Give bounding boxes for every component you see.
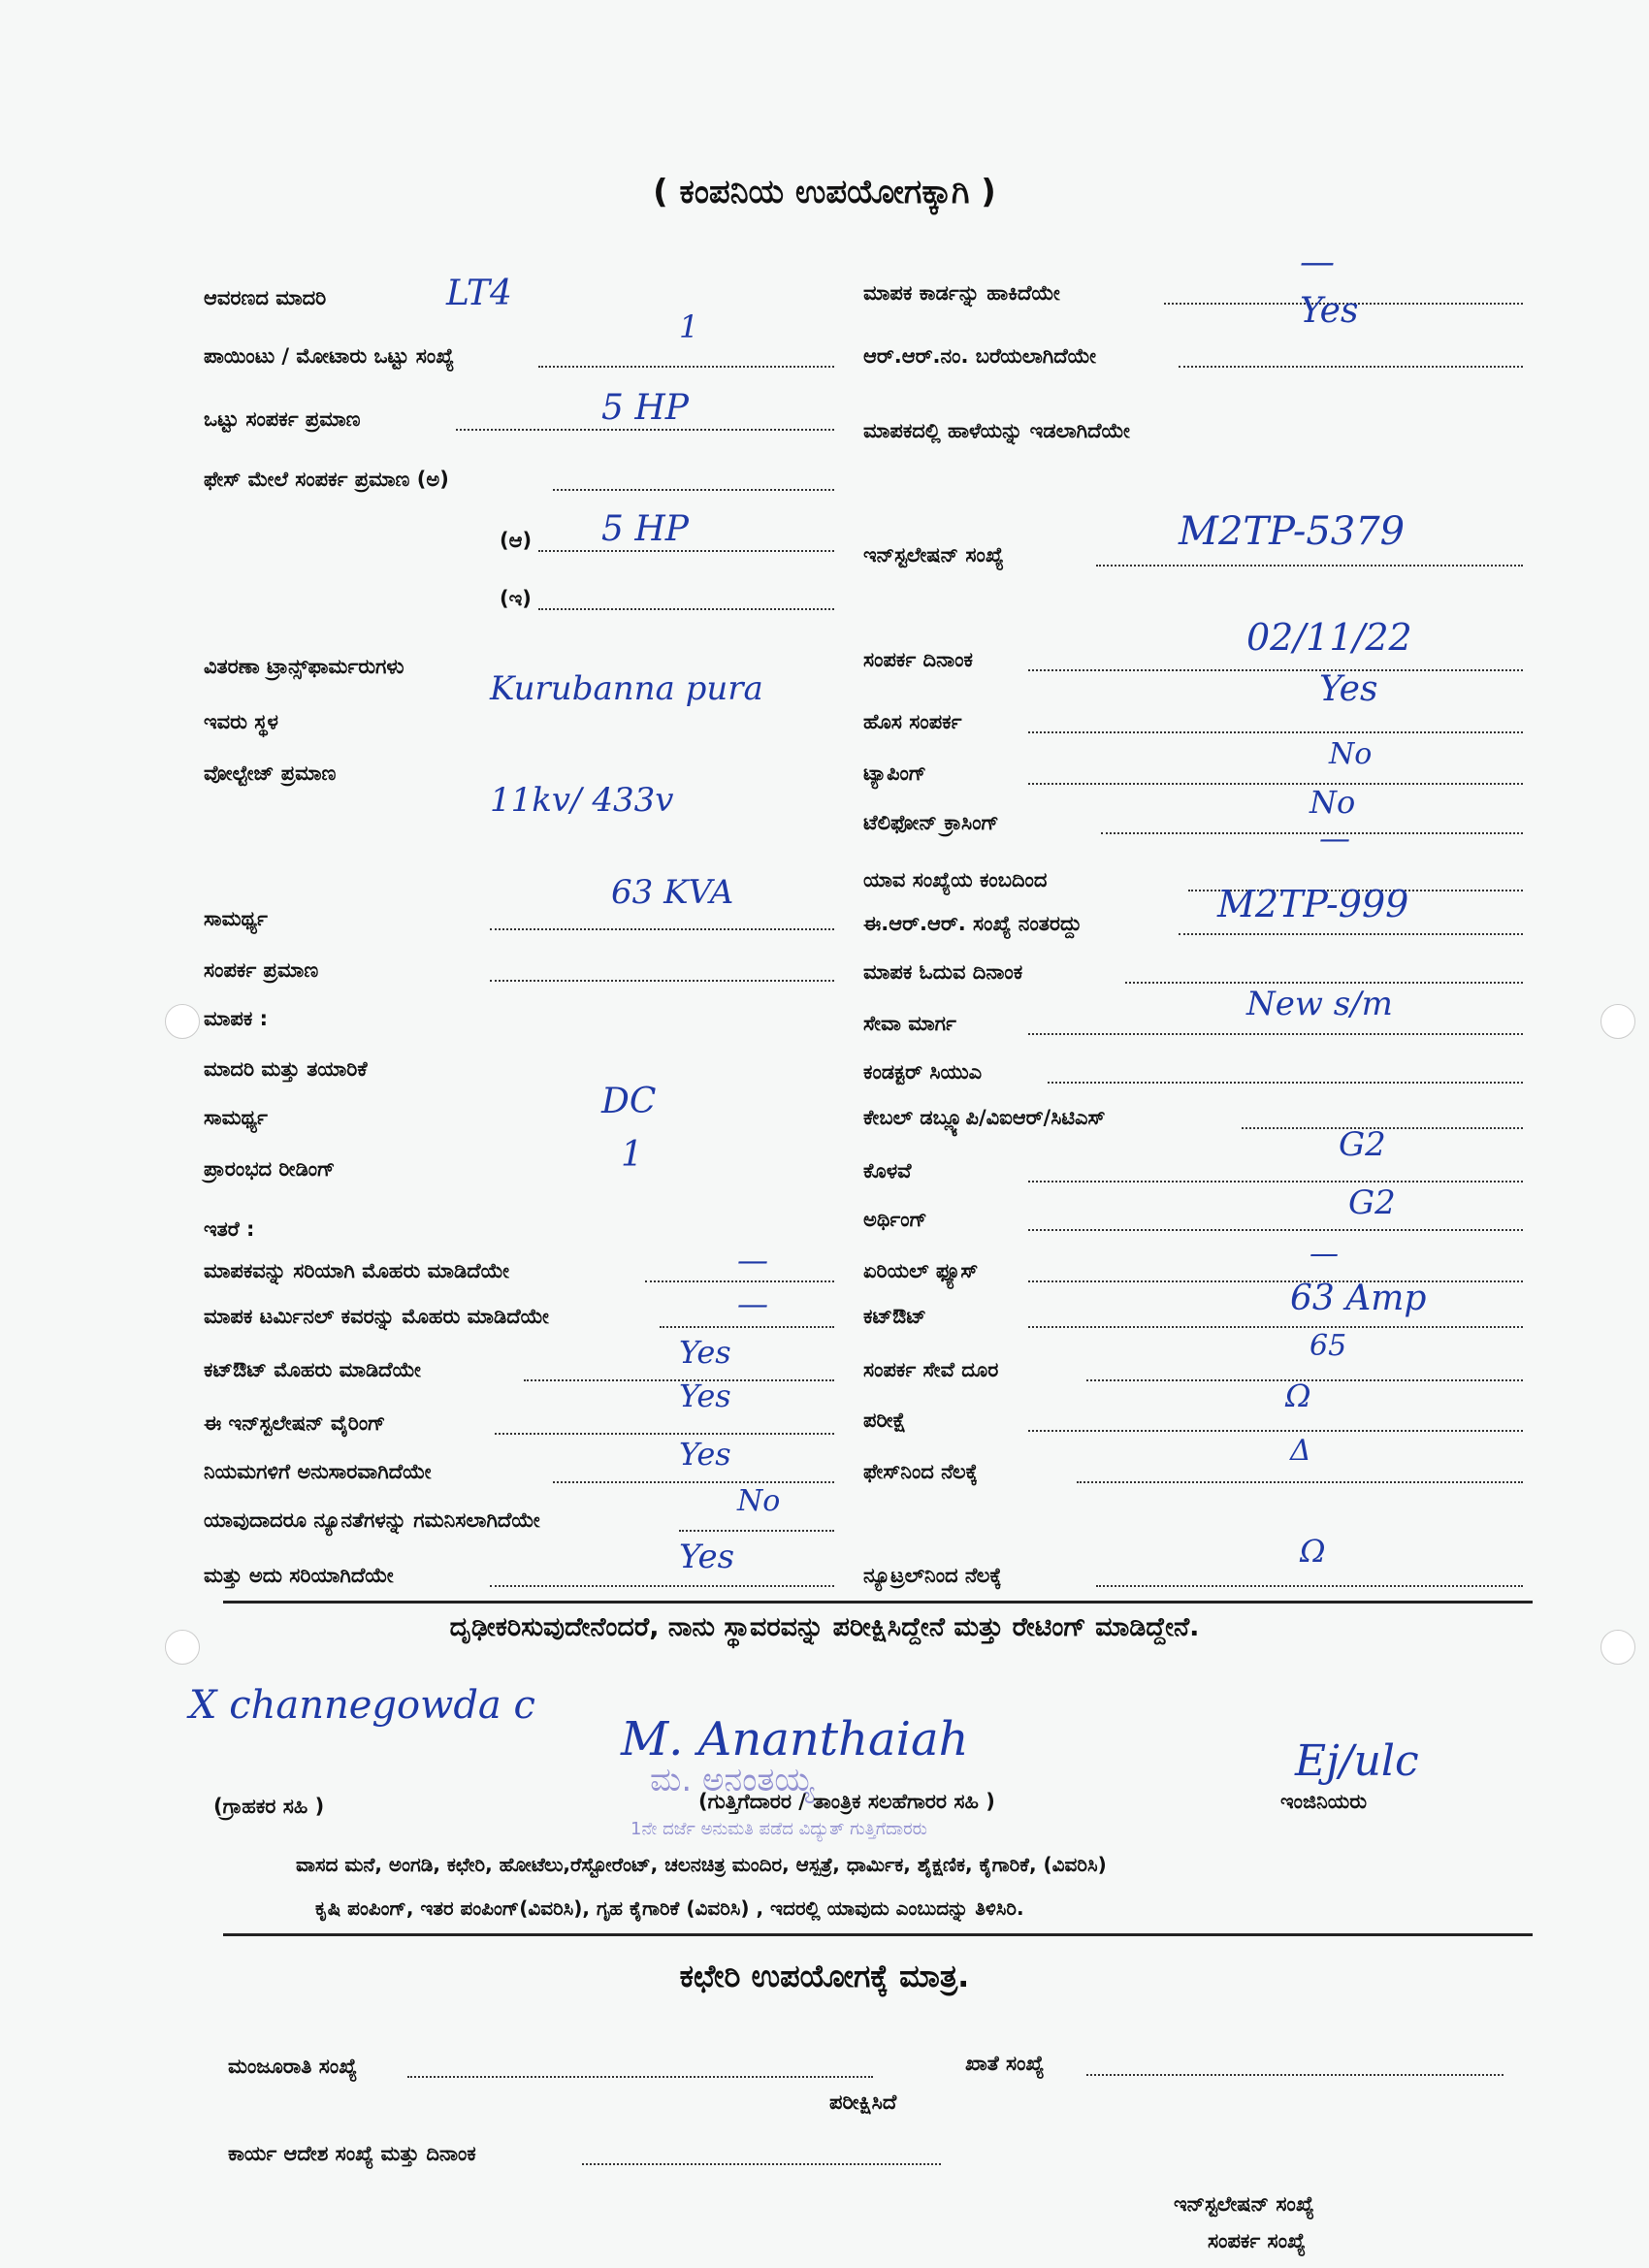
- account-no-field[interactable]: [1086, 2074, 1504, 2076]
- field-line[interactable]: [1096, 565, 1523, 567]
- field-label: ವಿತರಣಾ ಟ್ರಾನ್ಸ್‌ಫಾರ್ಮರುಗಳು: [204, 655, 404, 678]
- field-label: ಟೆಲಿಫೋನ್ ಕ್ರಾಸಿಂಗ್: [863, 811, 999, 834]
- field-label: ಪಾಯಿಂಟು / ಮೋಟಾರು ಒಟ್ಟು ಸಂಖ್ಯೆ: [204, 344, 455, 368]
- field-value: Ω: [1300, 1533, 1326, 1570]
- consumer-signature-label: (ಗ್ರಾಹಕರ ಸಹಿ ): [213, 1795, 325, 1818]
- field-label: ಮಾಪಕ ಕಾರ್ಡನ್ನು ಹಾಕಿದೆಯೇ: [863, 281, 1060, 305]
- field-line[interactable]: [1028, 1181, 1523, 1183]
- field-value: 11kv/ 433v: [490, 781, 674, 820]
- field-value: 63 KVA: [611, 873, 734, 912]
- field-value: Ω: [1285, 1377, 1311, 1414]
- contractor-signature-label: (ಗುತ್ತಿಗೆದಾರರ / ತಾಂತ್ರಿಕ ಸಲಹೆಗಾರರ ಸಹಿ ): [698, 1790, 995, 1813]
- field-line[interactable]: [553, 489, 834, 491]
- work-order-label: ಕಾರ್ಯ ಆದೇಶ ಸಂಖ್ಯೆ ಮತ್ತು ದಿನಾಂಕ: [228, 2142, 476, 2165]
- field-label: ಕಂಡಕ್ಟರ್ ಸಿಯುಎ: [863, 1060, 983, 1084]
- field-label: ಮತ್ತು ಅದು ಸರಿಯಾಗಿದೆಯೇ: [204, 1564, 394, 1587]
- field-label: ಇನ್‌ಸ್ಟಲೇಷನ್ ಸಂಖ್ಯೆ: [863, 543, 1004, 567]
- installation-no-label: ಇನ್‌ಸ್ಟಲೇಷನ್ ಸಂಖ್ಯೆ: [1174, 2192, 1314, 2216]
- field-value: Kurubanna pura: [490, 669, 763, 708]
- field-label: ಅರ್ಥಿಂಗ್: [863, 1208, 927, 1231]
- field-label: ಸಂಪರ್ಕ ದಿನಾಂಕ: [863, 648, 973, 671]
- field-line[interactable]: [1179, 933, 1523, 935]
- field-value: LT4: [446, 274, 512, 313]
- field-line[interactable]: [495, 1433, 834, 1435]
- work-order-field[interactable]: [582, 2163, 941, 2165]
- field-value: No: [1329, 737, 1373, 771]
- account-no-label: ಖಾತೆ ಸಂಖ್ಯೆ: [965, 2052, 1045, 2075]
- punch-hole: [1600, 1004, 1635, 1039]
- category-note-1: ವಾಸದ ಮನೆ, ಅಂಗಡಿ, ಕಛೇರಿ, ಹೋಟೆಲು,ರೆಸ್ಟೋರೆಂಟ್, ಚಲನಚಿತ್ರ ಮಂದಿರ, ಆಸ್ಪತ್ರೆ, ಧಾರ್ಮಿಕ, ಶೈಕ್ಷಣಿಕ, ಕೈಗಾರಿಕೆ, (ವಿವರಿಸಿ): [296, 1853, 1107, 1876]
- field-value: Yes: [1319, 669, 1378, 709]
- field-line[interactable]: [1028, 731, 1523, 733]
- contractor-stamp-title: 1ನೇ ದರ್ಜೆ ಅನುಮತಿ ಪಡೆದ ವಿದ್ಯುತ್ ಗುತ್ತಿಗೆದಾರರು: [630, 1819, 927, 1839]
- field-line[interactable]: [1028, 1430, 1523, 1432]
- field-value: Yes: [1300, 291, 1359, 331]
- field-value: 1: [679, 308, 699, 345]
- field-line[interactable]: [456, 429, 834, 431]
- field-line[interactable]: [490, 1585, 834, 1587]
- field-label: ಮಾಪಕವನ್ನು ಸರಿಯಾಗಿ ಮೊಹರು ಮಾಡಿದೆಯೇ: [204, 1259, 509, 1282]
- field-value: —: [737, 1285, 768, 1322]
- field-value: DC: [601, 1082, 657, 1121]
- field-label: ಒಟ್ಟು ಸಂಪರ್ಕ ಪ್ರಮಾಣ: [204, 407, 361, 431]
- field-line[interactable]: [1077, 1481, 1523, 1483]
- field-label: ಸೇವಾ ಮಾರ್ಗ: [863, 1012, 956, 1035]
- field-label: ಕಟ್‌ಔಟ್ ಮೊಹರು ಮಾಡಿದೆಯೇ: [204, 1358, 421, 1381]
- field-label: ಫೇಸ್‌ನಿಂದ ನೆಲಕ್ಕೆ: [863, 1460, 978, 1483]
- field-value: 5 HP: [601, 388, 689, 428]
- field-value: —: [1310, 1237, 1339, 1271]
- field-label: ಮಾಪಕ :: [204, 1007, 269, 1030]
- field-label: ಮಾಪಕ ಟರ್ಮಿನಲ್ ಕವರನ್ನು ಮೊಹರು ಮಾಡಿದೆಯೇ: [204, 1305, 549, 1328]
- field-label: ಸಾಮರ್ಥ್ಯ: [204, 907, 268, 930]
- field-label: ಇವರು ಸ್ಥಳ: [204, 710, 278, 733]
- field-value: Yes: [679, 1377, 731, 1414]
- divider-line: [223, 1933, 1533, 1936]
- field-value: M2TP-5379: [1179, 509, 1406, 554]
- punch-hole: [165, 1004, 200, 1039]
- field-label: ಏರಿಯಲ್ ಫ್ಯೂಸ್: [863, 1259, 979, 1282]
- field-line[interactable]: [645, 1280, 834, 1282]
- field-line[interactable]: [1028, 669, 1523, 671]
- field-value: 63 Amp: [1290, 1279, 1427, 1318]
- field-line[interactable]: [1101, 832, 1523, 834]
- field-value: No: [1310, 784, 1356, 821]
- field-line[interactable]: [1028, 1033, 1523, 1035]
- field-value: 1: [621, 1135, 643, 1175]
- field-value: —: [1319, 820, 1350, 857]
- field-line[interactable]: [1028, 1326, 1523, 1328]
- field-line[interactable]: [1096, 1585, 1523, 1587]
- field-value: G2: [1348, 1183, 1396, 1222]
- field-line[interactable]: [1028, 1229, 1523, 1231]
- field-label: ಪರೀಕ್ಷೆ: [863, 1409, 907, 1432]
- field-label: ವೋಲ್ಟೇಜ್ ಪ್ರಮಾಣ: [204, 761, 337, 785]
- field-line[interactable]: [1048, 1082, 1523, 1084]
- field-line[interactable]: [1179, 366, 1523, 368]
- field-line[interactable]: [553, 1481, 834, 1483]
- sanction-no-label: ಮಂಜೂರಾತಿ ಸಂಖ್ಯೆ: [228, 2055, 358, 2078]
- field-value: 02/11/22: [1246, 616, 1412, 659]
- contractor-stamp-name: ಮ. ಅನಂತಯ್ಯ: [650, 1761, 815, 1799]
- field-line[interactable]: [1028, 1280, 1523, 1282]
- field-label: ಸಂಪರ್ಕ ಪ್ರಮಾಣ: [204, 958, 319, 982]
- field-line[interactable]: [1028, 783, 1523, 785]
- field-line[interactable]: [660, 1326, 834, 1328]
- office-section-title: ಕಛೇರಿ ಉಪಯೋಗಕ್ಕೆ ಮಾತ್ರ.: [679, 1958, 970, 1994]
- divider-line: [223, 1601, 1533, 1604]
- field-line[interactable]: [490, 928, 834, 930]
- field-value: Yes: [679, 1436, 731, 1473]
- field-label: ಕೇಬಲ್ ಡಬ್ಲ್ಯೂಪಿ/ವಿಐಆರ್/ಸಿಟಿಎಸ್: [863, 1106, 1106, 1129]
- field-label: (ಆ): [500, 529, 533, 552]
- field-label: ನ್ಯೂಟ್ರಲ್‌ನಿಂದ ನೆಲಕ್ಕೆ: [863, 1564, 1002, 1587]
- field-label: ಈ ಇನ್‌ಸ್ಟಲೇಷನ್ ವೈರಿಂಗ್: [204, 1411, 386, 1435]
- consumer-signature: X channegowda c: [189, 1683, 535, 1728]
- field-label: ಮಾಪಕ ಓದುವ ದಿನಾಂಕ: [863, 960, 1023, 984]
- field-label: ಟ್ಯಾಪಿಂಗ್: [863, 761, 926, 785]
- field-value: Δ: [1290, 1434, 1311, 1468]
- category-note-2: ಕೃಷಿ ಪಂಪಿಂಗ್, ಇತರ ಪಂಪಿಂಗ್(ವಿವರಿಸಿ), ಗೃಹ ಕೈಗಾರಿಕೆ (ವಿವರಿಸಿ) , ಇದರಲ್ಲಿ ಯಾವುದು ಎಂಬುದನ್ನು ತಿಳಿಸಿರಿ.: [315, 1896, 1024, 1920]
- field-line[interactable]: [1125, 982, 1523, 984]
- field-label: ಮಾದರಿ ಮತ್ತು ತಯಾರಿಕೆ: [204, 1057, 368, 1081]
- field-line[interactable]: [538, 550, 834, 552]
- engineer-signature-label: ಇಂಜಿನಿಯರು: [1280, 1790, 1368, 1813]
- field-label: ಸಂಪರ್ಕ ಸೇವೆ ದೂರ: [863, 1358, 999, 1381]
- field-value: Yes: [679, 1334, 731, 1371]
- field-label: ಆವರಣದ ಮಾದರಿ: [204, 286, 327, 309]
- field-label: (ಇ): [500, 587, 532, 610]
- connection-no-label: ಸಂಪರ್ಕ ಸಂಖ್ಯೆ: [1208, 2229, 1307, 2252]
- field-value: G2: [1339, 1125, 1386, 1164]
- field-label: ಹೊಸ ಸಂಪರ್ಕ: [863, 710, 962, 733]
- field-value: 5 HP: [601, 509, 689, 549]
- field-label: ಕೊಳವೆ: [863, 1159, 912, 1183]
- field-label: ಈ.ಆರ್.ಆರ್. ಸಂಖ್ಯೆ ನಂತರದ್ದು: [863, 912, 1083, 935]
- field-label: ಯಾವುದಾದರೂ ನ್ಯೂನತೆಗಳನ್ನು ಗಮನಿಸಲಾಗಿದೆಯೇ: [204, 1508, 540, 1532]
- sanction-no-field[interactable]: [407, 2076, 873, 2078]
- certification-text: ದೃಢೀಕರಿಸುವುದೇನೆಂದರೆ, ನಾನು ಸ್ಥಾವರವನ್ನು ಪರೀಕ್ಷಿಸಿದ್ದೇನೆ ಮತ್ತು ರೇಟಿಂಗ್ ಮಾಡಿದ್ದೇನೆ.: [449, 1612, 1200, 1642]
- field-label: ಕಟ್‌ಔಟ್: [863, 1305, 926, 1328]
- form-title: ( ಕಂಪನಿಯ ಉಪಯೋಗಕ್ಕಾಗಿ ): [653, 173, 996, 211]
- field-value: M2TP-999: [1217, 883, 1409, 925]
- field-label: ಫೇಸ್ ಮೇಲೆ ಸಂಪರ್ಕ ಪ್ರಮಾಣ (ಅ): [204, 468, 449, 491]
- field-label: ಸಾಮರ್ಥ್ಯ: [204, 1106, 268, 1129]
- field-line[interactable]: [490, 980, 834, 982]
- field-value: No: [737, 1484, 781, 1518]
- field-line[interactable]: [538, 608, 834, 610]
- field-label: ಆರ್.ಆರ್.ನಂ. ಬರೆಯಲಾಗಿದೆಯೇ: [863, 344, 1097, 368]
- field-label: ನಿಯಮಗಳಿಗೆ ಅನುಸಾರವಾಗಿದೆಯೇ: [204, 1460, 432, 1483]
- field-value: —: [1300, 243, 1335, 282]
- verified-label: ಪರೀಕ್ಷಿಸಿದೆ: [829, 2090, 897, 2114]
- field-line[interactable]: [538, 366, 834, 368]
- field-value: —: [737, 1242, 768, 1279]
- field-value: New s/m: [1246, 985, 1393, 1023]
- field-label: ಯಾವ ಸಂಖ್ಯೆಯ ಕಂಬದಿಂದ: [863, 868, 1048, 891]
- contractor-signature: M. Ananthaiah: [621, 1712, 969, 1766]
- field-value: 65: [1310, 1329, 1347, 1363]
- field-label: ಪ್ರಾರಂಭದ ರೀಡಿಂಗ್: [204, 1157, 336, 1181]
- field-label: ಇತರೆ :: [204, 1217, 255, 1241]
- field-label: ಮಾಪಕದಲ್ಲಿ ಹಾಳೆಯನ್ನು ಇಡಲಾಗಿದೆಯೇ: [863, 419, 1130, 442]
- field-value: Yes: [679, 1538, 735, 1576]
- engineer-signature: Ej/ulc: [1295, 1736, 1419, 1786]
- field-line[interactable]: [679, 1530, 834, 1532]
